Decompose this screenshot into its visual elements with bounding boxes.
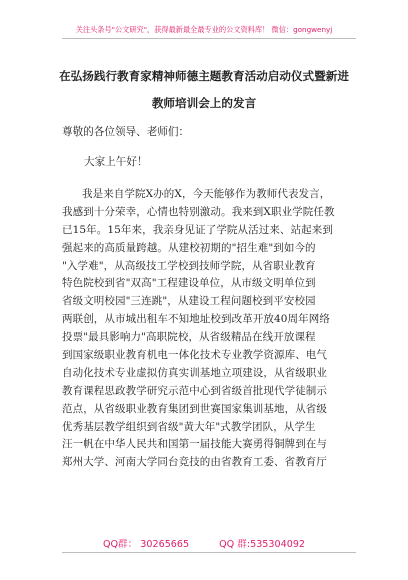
body-line: 已15年。15年来，我亲身见证了学院从活过来、站起来到 [62,223,333,236]
footer-qq-group-2: QQ 群:535304092 [219,539,306,550]
body-line: 强起来的高质量跨越。从建校初期的"招生难"到如今的 [62,241,316,254]
body-line: 优秀基层教学组织到省级"黄大年"式教学团队，从学生 [62,420,316,433]
body-line: 自动化技术专业虚拟仿真实训基地立项建设，从省级职业 [62,366,327,379]
greeting: 大家上午好！ [84,156,148,168]
body-paragraph [62,186,354,472]
document-title-line-1: 在弘扬践行教育家精神师德主题教育活动启动仪式暨新进 [59,69,349,83]
body-line: 范点，从省级职业教育集团到世赛国家集训基地，从省级 [62,402,327,415]
body-line: 我是来自学院X办的X，今天能够作为教师代表发言， [82,188,331,200]
header-banner: 关注头条号"公文研究"，获得最新最全最专业的公文资料库！ 微信：gongwenyj [75,25,333,34]
footer-divider [62,552,356,553]
footer-contact [0,536,408,550]
header-divider [62,38,356,39]
body-line: 省级文明校园"三连跳"，从建设工程问题校到平安校园 [62,295,316,308]
salutation: 尊敬的各位领导、老师们： [62,126,190,138]
body-line: 郑州大学、河南大学同台竞技的由省教育工委、省教育厅 [62,456,327,469]
body-line: 两联创，从市城出租车不知地址校到改革开放40周年网络 [62,313,330,326]
body-line: 我感到十分荣幸，心情也特别激动。我来到X职业学院任教 [62,205,335,218]
document-title-line-2: 教师培训会上的发言 [151,96,257,110]
body-line: 投票"最具影响力"高职院校，从省级精品在线开放课程 [62,331,316,344]
footer-qq-group-1: QQ群： 30265665 [102,539,190,550]
body-line: 教育课程思政教学研究示范中心到省级首批现代学徒制示 [62,384,327,397]
body-line: 特色院校到省"双高"工程建设单位，从市级文明单位到 [62,277,316,290]
body-line: 汪一帆在中华人民共和国第一届技能大赛勇得铜牌到在与 [62,438,327,451]
body-line: 到国家级职业教育机电一体化技术专业教学资源库、电气 [62,349,327,362]
body-line: "入学难"，从高级技工学校到技师学院，从省职业教育 [62,259,316,272]
